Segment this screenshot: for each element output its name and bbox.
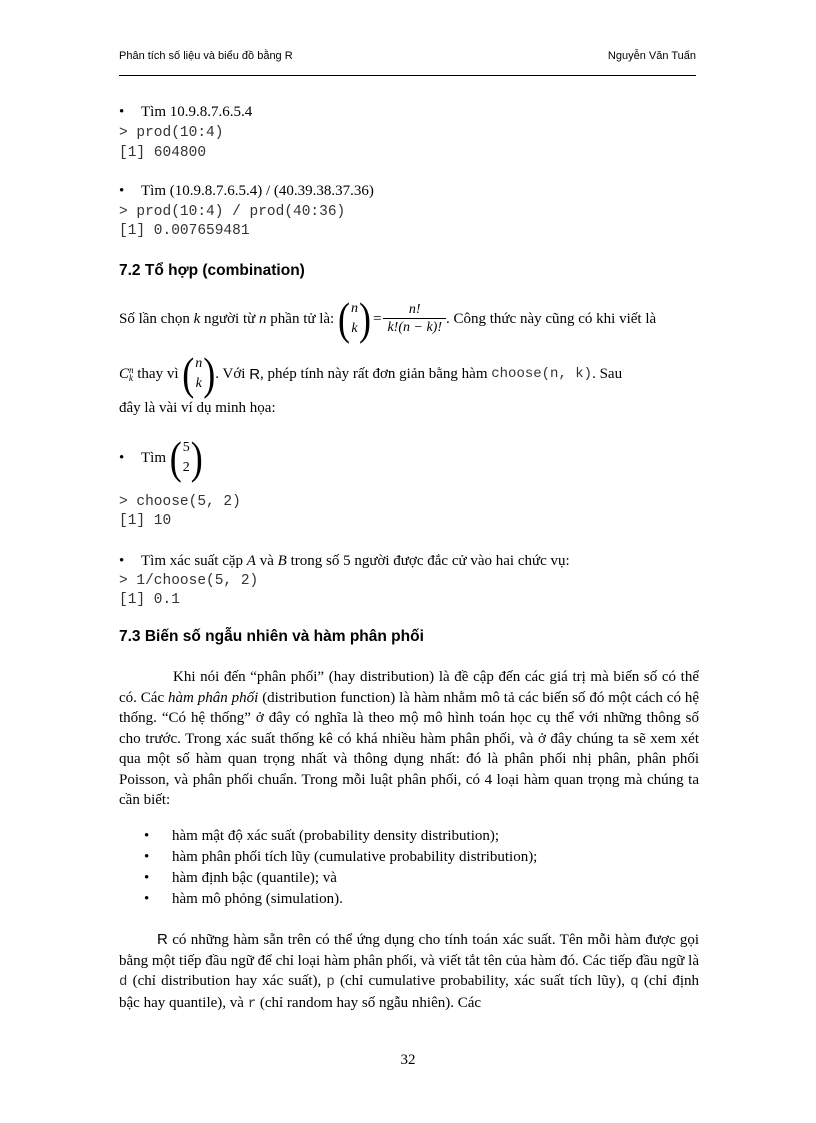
binomial-n-k-2 [182, 349, 216, 399]
header-rule [119, 75, 696, 76]
bullet-dot: • [119, 553, 125, 569]
ex1-cmd: > prod(10:4) [119, 125, 224, 141]
text: (chỉ random hay số ngẫu nhiên). Các [259, 994, 482, 1011]
bullet-dot: • [144, 891, 150, 907]
text: Tìm xác suất cặp [141, 553, 244, 569]
equals-sign: = [372, 310, 382, 327]
binom-top: n [195, 356, 203, 371]
binom-top: n [350, 301, 358, 316]
right-paren: ) [358, 294, 371, 344]
ex2-cmd: > prod(10:4) / prod(40:36) [119, 204, 346, 220]
text: . Công thức này cũng có khi viết là [445, 310, 657, 327]
choose-function: choose(n, k) [491, 366, 593, 382]
text: trong số 5 người được đắc cử vào hai chức vụ: [290, 553, 570, 569]
left-paren: ( [182, 349, 195, 399]
text: (chỉ cumulative probability, xác suất tích lũy), [339, 973, 626, 989]
prefix-r: r [247, 995, 257, 1012]
var-B: B [277, 553, 287, 569]
combination-C: C n k [119, 365, 134, 384]
right-paren: ) [203, 349, 216, 399]
combination-line-3: đây là vài ví dụ minh họa: [119, 400, 276, 416]
r-language: R [249, 365, 261, 383]
list-item-text: hàm mô phỏng (simulation). [172, 891, 343, 907]
fraction [383, 302, 446, 336]
ex3-cmd: > choose(5, 2) [119, 494, 241, 510]
function-list [144, 826, 704, 910]
text: (chỉ distribution hay xác suất), [132, 973, 322, 989]
text: Khi nói đến “phân phối” (hay distribution) là đề cập đến các giá trị mà biến số có thể có. Các [119, 669, 699, 706]
text: (distribution function) là hàm nhằm mô tả các biến số đó một cách có hệ thống. “Có hệ thống” ở đây có nghĩa là theo mộ mô hình toán học cụ thể với những thông số cho trước. Trong xác suất thống kê có khá nhiều hàm phân phối, và ở đây chúng ta sẽ xem xét qua một số hàm quan trọng nhất và thông dụng nhất: đó là phân phối nhị phân, phân phối Poisson, và phân phối chuẩn. Trong mỗi luật phân phối, có 4 loại hàm quan trọng mà chúng ta cần biết: [119, 689, 699, 808]
ex3-bullet-text: Tìm [141, 449, 166, 466]
binomial-5-2 [169, 433, 203, 483]
binom-bottom: k [195, 376, 202, 391]
bullet-dot: • [144, 870, 150, 886]
prefix-q: q [630, 974, 639, 990]
var-k: k [193, 310, 201, 327]
text: . Sau [592, 365, 623, 382]
combination-formula-line [119, 294, 699, 344]
list-item-text: hàm định bậc (quantile); và [172, 870, 337, 886]
section-7-2-title: 7.2 Tổ hợp (combination) [119, 262, 305, 279]
text: thay vì [137, 365, 179, 382]
ex2-bullet [119, 183, 374, 200]
text: phần tử là: [270, 310, 335, 327]
list-item [144, 847, 704, 868]
text: . Với [215, 365, 246, 382]
header-title: Phân tích số liệu và biểu đồ bằng R [119, 50, 293, 62]
left-paren: ( [169, 433, 182, 483]
var-A: A [246, 553, 256, 569]
list-item [144, 826, 704, 847]
binom-bottom: 2 [182, 460, 190, 475]
var-n: n [259, 310, 267, 327]
r-language: R [157, 931, 168, 948]
bullet-dot: • [144, 849, 150, 865]
bullet-dot: • [119, 449, 125, 466]
ex3-out: [1] 10 [119, 513, 172, 529]
text: có những hàm sẵn trên có thể ứng dụng cho tính toán xác suất. Tên mỗi hàm được gọi bằng một tiếp đầu ngữ để chỉ loại hàm phân phối, và viết tắt tên của hàm đó. Các tiếp đầu ngữ là [119, 932, 700, 969]
bullet-dot: • [119, 183, 125, 199]
text: Số lần chọn [119, 310, 190, 327]
ex1-out: [1] 604800 [119, 145, 207, 161]
page-number: 32 [400, 1052, 416, 1068]
ex4-cmd: > 1/choose(5, 2) [119, 573, 259, 589]
binom-bottom: k [351, 321, 358, 336]
ex2-out: [1] 0.007659481 [119, 223, 250, 239]
ex4-bullet [119, 553, 570, 570]
italic-term: hàm phân phối [168, 689, 259, 706]
ex3-bullet [119, 433, 203, 483]
C-sub-k: k [129, 373, 134, 384]
text: và [259, 553, 274, 569]
text: (chỉ định bậc hay quantile), và [119, 973, 700, 1011]
prefix-d: d [119, 974, 128, 990]
binomial-n-k [337, 294, 371, 344]
ex1-bullet-text: Tìm 10.9.8.7.6.5.4 [141, 104, 253, 120]
list-item-text: hàm mật độ xác suất (probability density distribution); [172, 828, 500, 844]
fraction-denominator: k!(n − k)! [383, 318, 446, 336]
text: người từ [204, 310, 256, 327]
section-7-3-title: 7.3 Biến số ngẫu nhiên và hàm phân phối [119, 628, 424, 645]
fraction-numerator: n! [408, 302, 421, 317]
C-sup-n: n [129, 365, 134, 376]
ex2-bullet-text: Tìm (10.9.8.7.6.5.4) / (40.39.38.37.36) [141, 183, 374, 199]
paragraph-r-functions [119, 930, 699, 1014]
ex1-bullet [119, 104, 252, 121]
header-author: Nguyễn Văn Tuấn [607, 50, 696, 62]
ex4-out: [1] 0.1 [119, 592, 180, 608]
bullet-dot: • [144, 828, 150, 844]
right-paren: ) [190, 433, 203, 483]
text: , phép tính này rất đơn giản bằng hàm [260, 365, 488, 382]
prefix-p: p [326, 974, 335, 990]
combination-line-2 [119, 349, 699, 399]
left-paren: ( [337, 294, 350, 344]
list-item [144, 889, 704, 910]
paragraph-distribution [119, 667, 699, 811]
bullet-dot: • [119, 104, 125, 120]
list-item-text: hàm phân phối tích lũy (cumulative probability distribution); [172, 849, 538, 865]
binom-top: 5 [182, 440, 190, 455]
list-item [144, 868, 704, 889]
